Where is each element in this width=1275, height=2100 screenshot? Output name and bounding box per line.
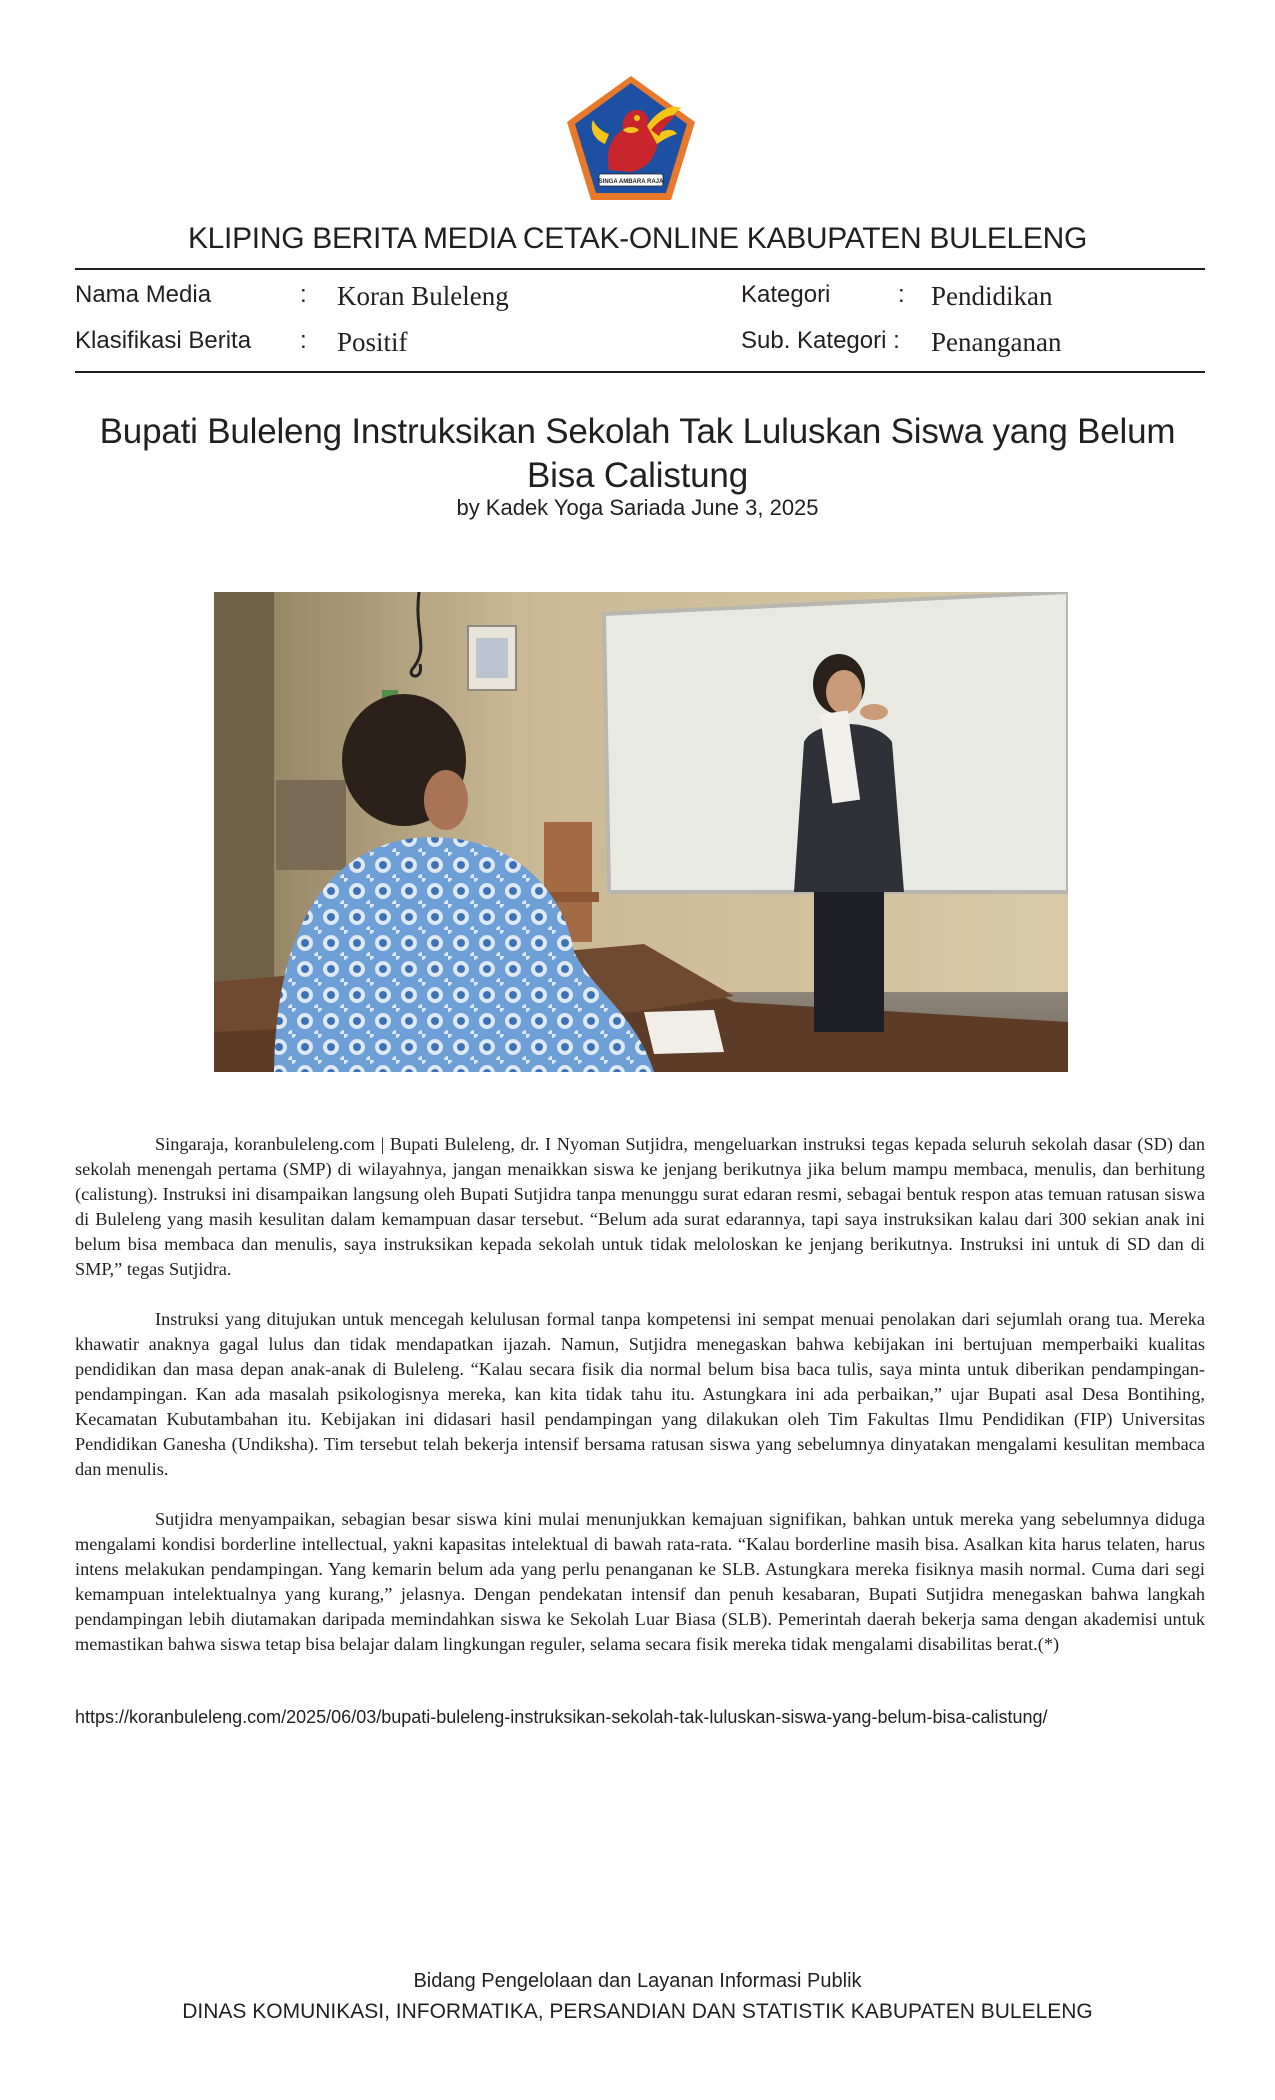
article-title: Bupati Buleleng Instruksikan Sekolah Tak Luluskan Siswa yang Belum Bisa Calistung — [99, 412, 1176, 495]
logo-motto: SINGA AMBARA RAJA — [598, 179, 664, 185]
sub-category-value: Penanganan — [931, 327, 1062, 357]
footer-department-line: Bidang Pengelolaan dan Layanan Informasi Publik — [413, 1970, 862, 1992]
article-byline: by Kadek Yoga Sariada June 3, 2025 — [456, 495, 819, 520]
sub-category-label: Sub. Kategori : — [741, 327, 900, 354]
media-name-value: Koran Buleleng — [337, 281, 509, 311]
category-label: Kategori — [741, 281, 831, 308]
article-body — [75, 1132, 1205, 1682]
government-logo — [565, 74, 697, 202]
news-classification-colon: : — [300, 327, 307, 354]
header-rule-top — [75, 268, 1205, 270]
news-classification-label: Klasifikasi Berita — [75, 327, 252, 354]
footer-agency-line: DINAS KOMUNIKASI, INFORMATIKA, PERSANDIAN DAN STATISTIK KABUPATEN BULELENG — [182, 2000, 1093, 2023]
media-name-label: Nama Media — [75, 281, 212, 308]
news-classification-value: Positif — [337, 327, 408, 357]
category-value: Pendidikan — [931, 281, 1053, 311]
article-paragraph-2: Instruksi yang ditujukan untuk mencegah kelulusan formal tanpa kompetensi ini sempat menuai penolakan dari sejumlah orang tua. Mereka khawatir anaknya gagal lulus dan tidak mendapatkan ijazah. Namun, Sutjidra menegaskan bahwa kebijakan ini bertujuan memperbaiki kualitas pendidikan dan masa depan anak-anak di Buleleng. “Kalau secara fisik dia normal belum bisa baca tulis, saya minta untuk diberikan pendampingan-pendampingan. Kan ada masalah psikologisnya mereka, kan kita tidak tahu itu. Astungkara ini ada perbaikan,” ujar Bupati asal Desa Bontihing, Kecamatan Kubutambahan itu. Kebijakan ini didasari hasil pendampingan yang dilakukan oleh Tim Fakultas Ilmu Pendidikan (FIP) Universitas Pendidikan Ganesha (Undiksha). Tim tersebut telah bekerja intensif bersama ratusan siswa yang sebelumnya dinyatakan mengalami kesulitan membaca dan menulis. — [75, 1309, 1205, 1479]
header-rule-bottom — [75, 371, 1205, 373]
category-colon: : — [898, 281, 905, 308]
media-name-colon: : — [300, 281, 307, 308]
article-photo — [214, 592, 1068, 1072]
source-url-link[interactable]: https://koranbuleleng.com/2025/06/03/bupati-buleleng-instruksikan-sekolah-tak-luluskan-siswa-yang-belum-bisa-calistung/ — [75, 1707, 1048, 1727]
article-paragraph-3: Sutjidra menyampaikan, sebagian besar siswa kini mulai menunjukkan kemajuan signifikan, bahkan untuk mereka yang sebelumnya diduga mengalami kondisi borderline intellectual, yakni kapasitas intelektual di bawah rata-rata. “Kalau borderline masih bisa. Asalkan kita harus telaten, harus intens melakukan pendampingan. Yang kemarin belum ada yang perlu penanganan ke SLB. Astungkara mereka fisiknya masih normal. Cuma dari segi kemampuan intelektualnya yang kurang,” jelasnya. Dengan pendekatan intensif dan penuh kesabaran, Bupati Sutjidra menegaskan bahwa langkah pendampingan lebih diutamakan daripada memindahkan siswa ke Sekolah Luar Biasa (SLB). Pemerintah daerah bekerja sama dengan akademisi untuk memastikan bahwa siswa tetap bisa belajar dalam lingkungan reguler, selama secara fisik mereka tidak mengalami disabilitas berat.(*) — [75, 1509, 1205, 1654]
clipping-header-title: KLIPING BERITA MEDIA CETAK-ONLINE KABUPATEN BULELENG — [187, 222, 1088, 255]
article-paragraph-1: Singaraja, koranbuleleng.com | Bupati Buleleng, dr. I Nyoman Sutjidra, mengeluarkan instruksi tegas kepada seluruh sekolah dasar (SD) dan sekolah menengah pertama (SMP) di wilayahnya, jangan menaikkan siswa ke jenjang berikutnya jika belum mampu membaca, menulis, dan berhitung (calistung). Instruksi ini disampaikan langsung oleh Bupati Sutjidra tanpa menunggu surat edaran resmi, sebagai bentuk respon atas temuan ratusan siswa di Buleleng yang masih kesulitan dalam kemampuan dasar tersebut. “Belum ada surat edarannya, tapi saya instruksikan kalau dari 300 sekian anak ini belum bisa membaca dan menulis, saya instruksikan kepada sekolah untuk tidak meloloskan ke jenjang berikutnya. Instruksi ini untuk di SD dan di SMP,” tegas Sutjidra. — [75, 1134, 1205, 1279]
